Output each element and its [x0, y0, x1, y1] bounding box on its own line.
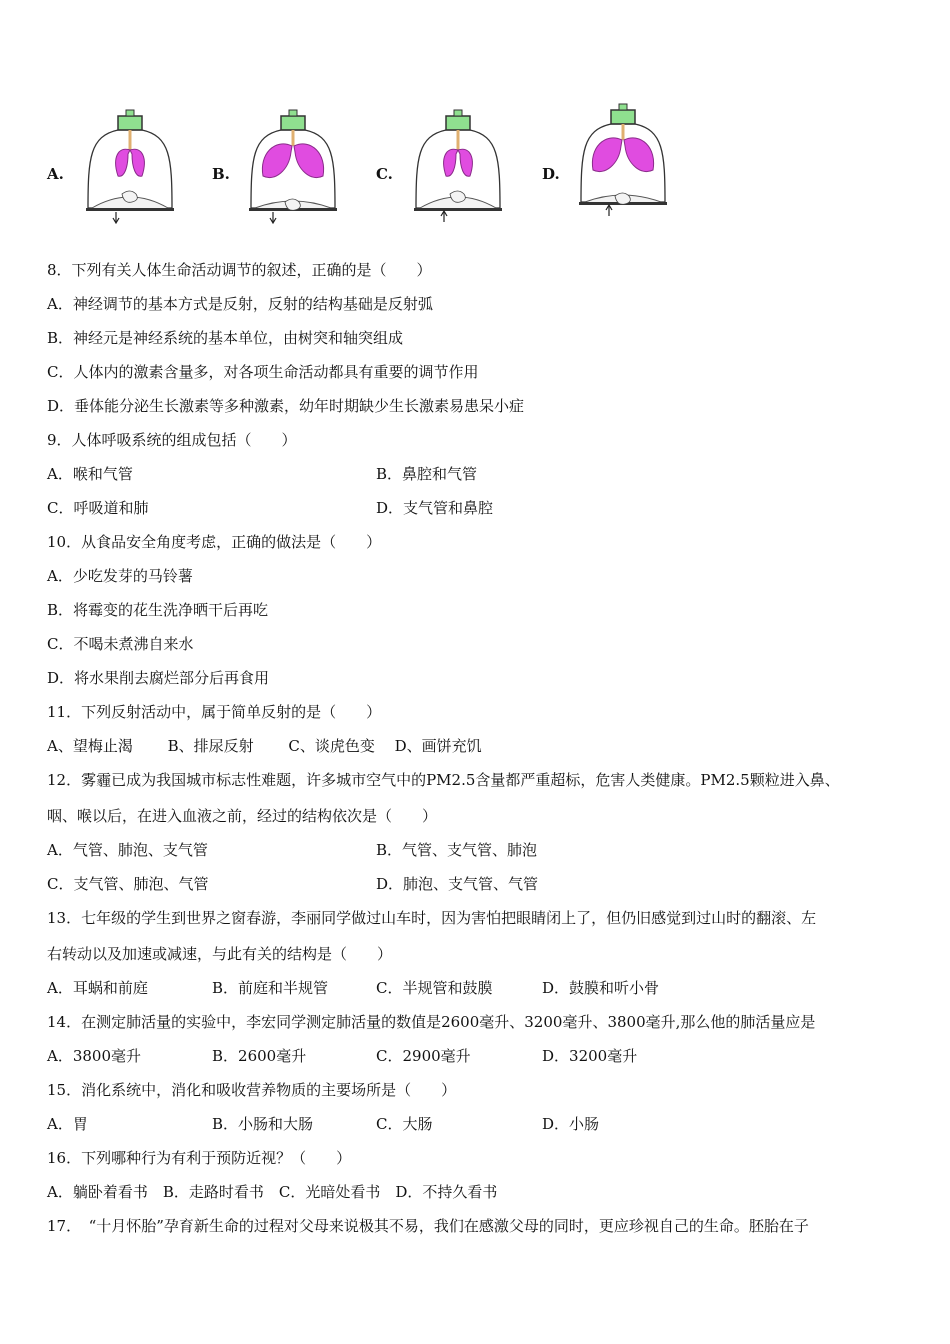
figure-label-a: A.: [47, 165, 64, 183]
question-13-stem-line-1: 13．七年级的学生到世界之窗春游，李丽同学做过山车时，因为害怕把眼睛闭上了，但仍旧感觉到过山时的翻滚、左: [47, 909, 817, 927]
question-9-option-d: D．支气管和鼻腔: [376, 499, 494, 517]
bell-jar-figure-d: [575, 92, 671, 218]
question-14-option-b: B．2600毫升: [212, 1047, 307, 1065]
question-15-option-c: C．大肠: [376, 1115, 433, 1133]
question-12-option-a: A．气管、肺泡、支气管: [47, 841, 208, 859]
question-11-stem: 11．下列反射活动中，属于简单反射的是（ ）: [47, 703, 382, 721]
question-9-option-a: A．喉和气管: [47, 465, 133, 483]
question-8-option-c: C．人体内的激素含量多，对各项生命活动都具有重要的调节作用: [47, 363, 479, 381]
question-13-option-d: D．鼓膜和听小骨: [542, 979, 660, 997]
question-10-stem: 10．从食品安全角度考虑，正确的做法是（ ）: [47, 533, 382, 551]
question-11-options: A、望梅止渴 B、排尿反射 C、谈虎色变 D、画饼充饥: [47, 737, 482, 755]
question-10-option-b: B．将霉变的花生洗净晒干后再吃: [47, 601, 269, 619]
question-13-option-a: A．耳蜗和前庭: [47, 979, 148, 997]
question-12-stem-line-1: 12．雾霾已成为我国城市标志性难题，许多城市空气中的PM2.5含量都严重超标，危害人类健康。PM2.5颗粒进入鼻、: [47, 771, 840, 789]
question-13-option-c: C．半规管和鼓膜: [376, 979, 493, 997]
question-12-option-b: B．气管、支气管、肺泡: [376, 841, 538, 859]
question-14-option-c: C．2900毫升: [376, 1047, 471, 1065]
question-15-option-d: D．小肠: [542, 1115, 600, 1133]
question-8-option-b: B．神经元是神经系统的基本单位，由树突和轴突组成: [47, 329, 404, 347]
question-10-option-d: D．将水果削去腐烂部分后再食用: [47, 669, 270, 687]
question-10-option-a: A．少吃发芽的马铃薯: [47, 567, 193, 585]
question-12-option-c: C．支气管、肺泡、气管: [47, 875, 209, 893]
question-8-option-a: A．神经调节的基本方式是反射，反射的结构基础是反射弧: [47, 295, 433, 313]
question-9-option-c: C．呼吸道和肺: [47, 499, 149, 517]
question-14-stem: 14．在测定肺活量的实验中，李宏同学测定肺活量的数值是2600毫升、3200毫升、3800毫升,那么他的肺活量应是: [47, 1013, 816, 1031]
question-12-option-d: D．肺泡、支气管、气管: [376, 875, 539, 893]
question-15-option-b: B．小肠和大肠: [212, 1115, 314, 1133]
question-13-option-b: B．前庭和半规管: [212, 979, 329, 997]
question-14-option-a: A．3800毫升: [47, 1047, 142, 1065]
question-17-stem-line-1: 17． “十月怀胎”孕育新生命的过程对父母来说极其不易，我们在感激父母的同时，更应珍视自己的生命。胚胎在子: [47, 1217, 809, 1235]
question-9-stem: 9．人体呼吸系统的组成包括（ ）: [47, 431, 297, 449]
question-9-option-b: B．鼻腔和气管: [376, 465, 478, 483]
question-10-option-c: C．不喝未煮沸自来水: [47, 635, 194, 653]
question-12-stem-line-2: 咽、喉以后，在进入血液之前，经过的结构依次是（ ）: [47, 807, 438, 825]
question-8-stem: 8．下列有关人体生命活动调节的叙述，正确的是（ ）: [47, 261, 432, 279]
question-15-option-a: A．胃: [47, 1115, 88, 1133]
bell-jar-figure-b: [245, 98, 341, 224]
bell-jar-figure-c: [410, 98, 506, 224]
question-13-stem-line-2: 右转动以及加速或减速，与此有关的结构是（ ）: [47, 945, 393, 963]
figure-label-c: C.: [376, 165, 393, 183]
question-8-option-d: D．垂体能分泌生长激素等多种激素，幼年时期缺少生长激素易患呆小症: [47, 397, 525, 415]
figure-label-b: B.: [212, 165, 230, 183]
bell-jar-figure-a: [82, 98, 178, 224]
question-14-option-d: D．3200毫升: [542, 1047, 638, 1065]
question-16-stem: 16．下列哪种行为有利于预防近视？（ ）: [47, 1149, 352, 1167]
question-15-stem: 15．消化系统中，消化和吸收营养物质的主要场所是（ ）: [47, 1081, 457, 1099]
figure-label-d: D.: [542, 165, 560, 183]
question-16-options: A．躺卧着看书 B．走路时看书 C．光暗处看书 D．不持久看书: [47, 1183, 498, 1201]
